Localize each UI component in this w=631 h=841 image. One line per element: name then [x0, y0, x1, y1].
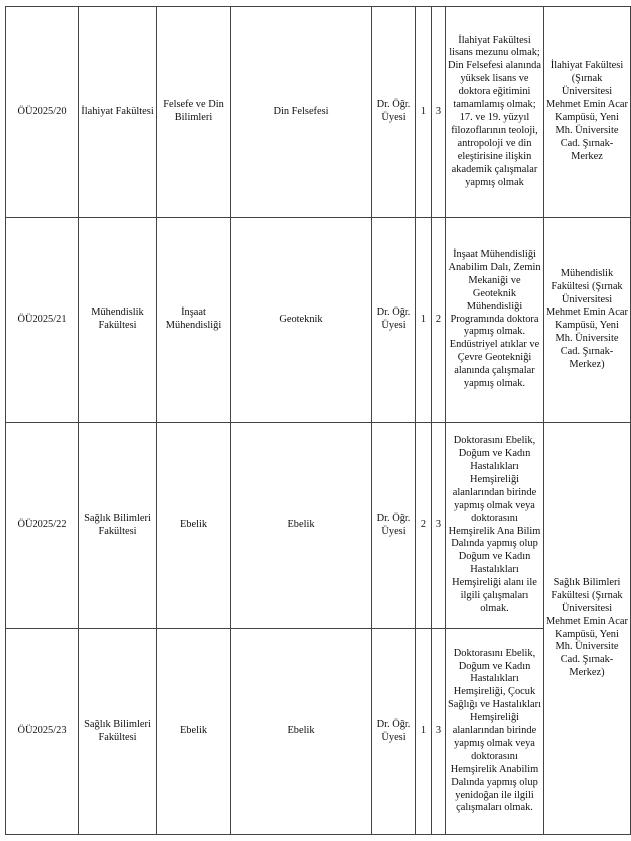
requirements-cell: İlahiyat Fakültesi lisans mezunu olmak; Din Felsefesi alanında yüksek lisans ve doktora eğitimini tamamlamış olmak; 17. ve 19. yüzyıl filozoflarının teoloji, antropoloji ve din eleştirisine ilişkin akademik çalışmalar yapmış olmak: [446, 7, 544, 218]
faculty-cell: Mühendislik Fakültesi: [79, 218, 157, 423]
department-cell: Felsefe ve Din Bilimleri: [157, 7, 231, 218]
position-code-cell: ÖÜ2025/21: [6, 218, 79, 423]
table-row: [6, 423, 631, 629]
address-cell: Mühendislik Fakültesi (Şırnak Üniversitesi Mehmet Emin Acar Kampüsü, Yeni Mh. Üniversite Cad. Şırnak- Merkez): [544, 218, 631, 423]
title-cell: Dr. Öğr. Üyesi: [372, 629, 416, 835]
degree-cell: 2: [432, 218, 446, 423]
position-code-cell: ÖÜ2025/23: [6, 629, 79, 835]
requirements-cell: İnşaat Mühendisliği Anabilim Dalı, Zemin Mekaniği ve Geoteknik Mühendisliği Programında doktora yapmış olmak. Endüstriyel atıklar ve Çevre Geotekniği alanında çalışmalar yapmış olmak.: [446, 218, 544, 423]
table-row: [6, 7, 631, 218]
title-cell: Dr. Öğr. Üyesi: [372, 7, 416, 218]
requirements-cell: Doktorasını Ebelik, Doğum ve Kadın Hastalıkları Hemşireliği alanlarından birinde yapmış olmak veya doktorasını Hemşirelik Ana Bilim Dalında yapmış olup Doğum ve Kadın Hastalıkları Hemşireliği alanı ile ilgili çalışmaları olmak.: [446, 423, 544, 629]
requirements-cell: Doktorasını Ebelik, Doğum ve Kadın Hastalıkları Hemşireliği, Çocuk Sağlığı ve Hastalıkları Hemşireliği alanlarından birinde yapmış olmak veya doktorasını Hemşirelik Anabilim Dalında yapmış olup yenidoğan ile ilgili çalışmaları olmak.: [446, 629, 544, 835]
faculty-cell: İlahiyat Fakültesi: [79, 7, 157, 218]
title-cell: Dr. Öğr. Üyesi: [372, 423, 416, 629]
table-row: [6, 218, 631, 423]
faculty-cell: Sağlık Bilimleri Fakültesi: [79, 629, 157, 835]
count-cell: 2: [416, 423, 432, 629]
field-cell: Din Felsefesi: [231, 7, 372, 218]
table-row: [6, 629, 631, 835]
department-cell: Ebelik: [157, 423, 231, 629]
count-cell: 1: [416, 218, 432, 423]
address-cell: İlahiyat Fakültesi (Şırnak Üniversitesi Mehmet Emin Acar Kampüsü, Yeni Mh. Üniversite Cad. Şırnak- Merkez: [544, 7, 631, 218]
department-cell: Ebelik: [157, 629, 231, 835]
position-code-cell: ÖÜ2025/20: [6, 7, 79, 218]
count-cell: 1: [416, 629, 432, 835]
address-cell: Sağlık Bilimleri Fakültesi (Şırnak Üniversitesi Mehmet Emin Acar Kampüsü, Yeni Mh. Üniversite Cad. Şırnak- Merkez): [544, 423, 631, 835]
degree-cell: 3: [432, 629, 446, 835]
department-cell: İnşaat Mühendisliği: [157, 218, 231, 423]
count-cell: 1: [416, 7, 432, 218]
field-cell: Geoteknik: [231, 218, 372, 423]
degree-cell: 3: [432, 423, 446, 629]
faculty-cell: Sağlık Bilimleri Fakültesi: [79, 423, 157, 629]
position-code-cell: ÖÜ2025/22: [6, 423, 79, 629]
degree-cell: 3: [432, 7, 446, 218]
field-cell: Ebelik: [231, 423, 372, 629]
title-cell: Dr. Öğr. Üyesi: [372, 218, 416, 423]
field-cell: Ebelik: [231, 629, 372, 835]
positions-table: [5, 6, 631, 835]
